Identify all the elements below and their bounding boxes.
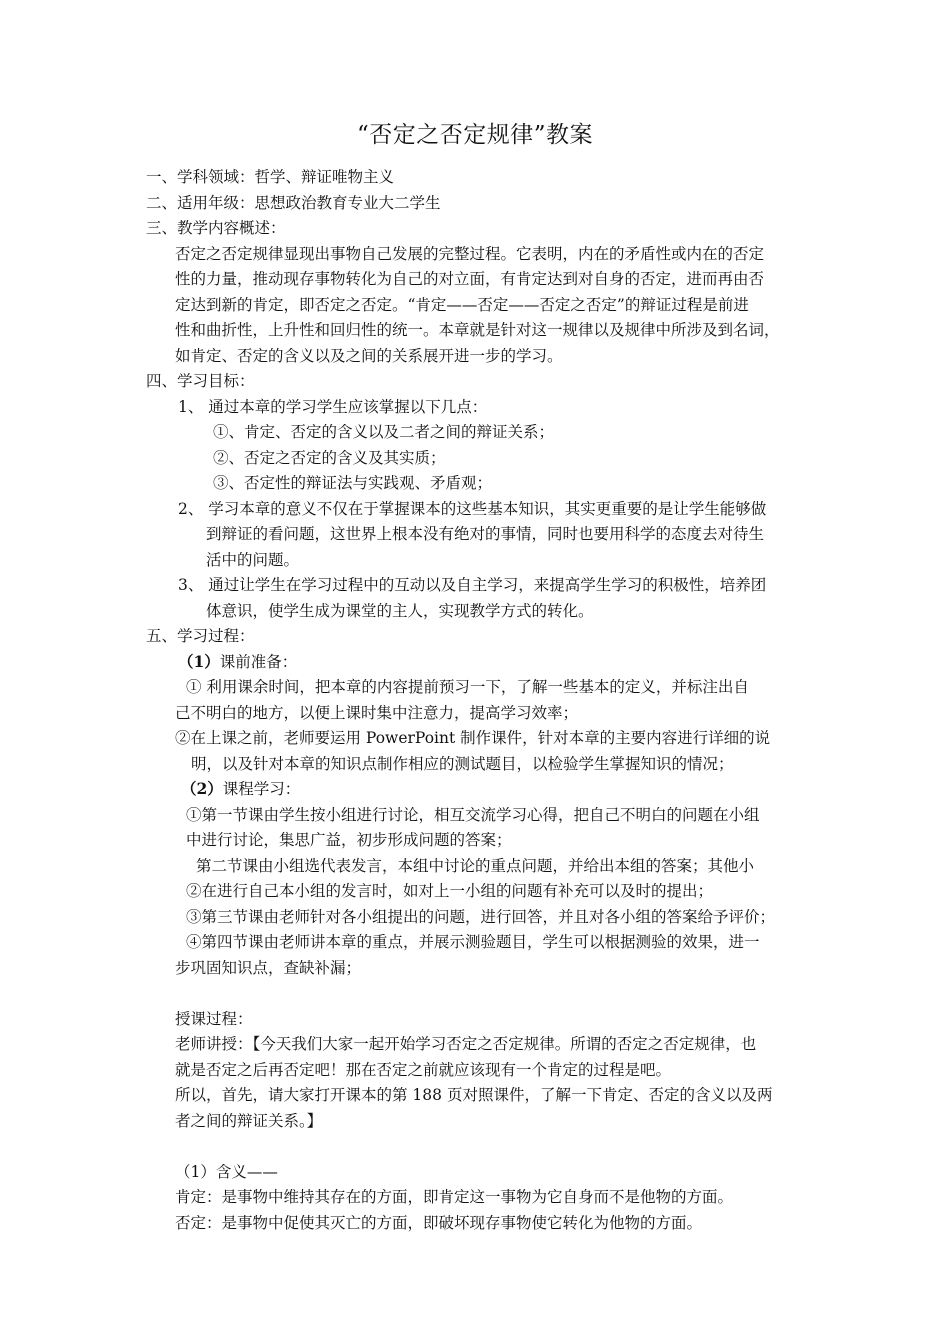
course-item-line: 第二节课由小组选代表发言，本组中讨论的重点问题，并给出本组的答案；其他小 — [196, 857, 755, 875]
goal-1-item: ③、否定性的辩证法与实践观、矛盾观； — [213, 474, 493, 492]
section-process-heading: 五、学习过程： — [146, 627, 255, 645]
overview-line: 如肯定、否定的含义以及之间的关系展开进一步的学习。 — [175, 347, 563, 365]
document-title: “否定之否定规律”教案 — [356, 122, 594, 148]
prep-number: （1） — [178, 652, 220, 671]
goal-1-item: ①、肯定、否定的含义以及二者之间的辩证关系； — [213, 423, 555, 441]
goal-2-line: 2、 学习本章的意义不仅在于掌握课本的这些基本知识，其实更重要的是让学生能够做 — [178, 500, 767, 518]
goal-3-line: 3、 通过让学生在学习过程中的互动以及自主学习，来提高学生学习的积极性，培养团 — [178, 576, 767, 594]
course-item-line: 中进行讨论，集思广益，初步形成问题的答案； — [186, 831, 512, 849]
course-item-line: ③第三节课由老师针对各小组提出的问题，进行回答，并且对各小组的答案给予评价； — [186, 908, 776, 926]
goal-2-line: 活中的问题。 — [206, 551, 300, 569]
goal-1: 1、 通过本章的学习学生应该掌握以下几点： — [178, 398, 488, 416]
section-grade: 二、适用年级：思想政治教育专业大二学生 — [146, 194, 441, 212]
overview-line: 否定之否定规律显现出事物自己发展的完整过程。它表明，内在的矛盾性或内在的否定 — [175, 245, 765, 263]
teaching-line — [175, 1033, 756, 1055]
prep-item-line: 明，以及针对本章的知识点制作相应的测试题目，以检验学生掌握知识的情况； — [191, 755, 734, 773]
teaching-heading: 授课过程： — [175, 1010, 253, 1028]
section-subject-field: 一、学科领域：哲学、辩证唯物主义 — [146, 168, 395, 186]
course-item-line: 步巩固知识点，查缺补漏； — [175, 959, 362, 977]
prep-item-line: ②在上课之前，老师要运用 PowerPoint 制作课件，针对本章的主要内容进行详细的说 — [175, 729, 771, 747]
definition-heading: （1）含义—— — [175, 1163, 278, 1181]
teaching-text: 【今天我们大家一起开始学习否定之否定规律。所谓的否定之否定规律，也 — [252, 1035, 757, 1053]
prep-item-line: ① 利用课余时间，把本章的内容提前预习一下，了解一些基本的定义，并标注出自 — [186, 678, 749, 696]
goal-3-line: 体意识，使学生成为课堂的主人，实现教学方式的转化。 — [206, 602, 594, 620]
teaching-label: 老师讲授： — [175, 1035, 253, 1053]
overview-line: 性的力量，推动现存事物转化为自己的对立面，有肯定达到对自身的否定，进而再由否 — [175, 270, 765, 288]
course-number: （2） — [181, 779, 223, 798]
section-goals-heading: 四、学习目标： — [146, 372, 255, 390]
course-item-line: ②在进行自己本小组的发言时，如对上一小组的问题有补充可以及时的提出； — [186, 882, 714, 900]
overview-line: 性和曲折性，上升性和回归性的统一。本章就是针对这一规律以及规律中所涉及到名词， — [175, 321, 780, 339]
goal-1-item: ②、否定之否定的含义及其实质； — [213, 449, 446, 467]
overview-line: 定达到新的肯定，即否定之否定。“肯定——否定——否定之否定”的辩证过程是前进 — [175, 296, 749, 314]
prep-item-line: 己不明白的地方，以便上课时集中注意力，提高学习效率； — [175, 704, 579, 722]
teaching-line: 所以，首先，请大家打开课本的第 188 页对照课件，了解一下肯定、否定的含义以及两 — [175, 1086, 773, 1104]
section-overview-heading: 三、教学内容概述： — [146, 219, 286, 237]
course-label: 课程学习： — [222, 780, 301, 798]
definition-affirmation: 肯定：是事物中维持其存在的方面，即肯定这一事物为它自身而不是他物的方面。 — [175, 1188, 734, 1206]
course-item-line: ④第四节课由老师讲本章的重点，并展示测验题目，学生可以根据测验的效果，进一 — [186, 933, 760, 951]
goal-2-line: 到辩证的看问题，这世界上根本没有绝对的事情，同时也要用科学的态度去对待生 — [206, 525, 765, 543]
prep-heading — [178, 651, 297, 673]
teaching-line: 者之间的辩证关系。】 — [175, 1112, 323, 1130]
prep-label: 课前准备： — [219, 653, 298, 671]
course-heading — [181, 778, 300, 800]
definition-negation: 否定：是事物中促使其灭亡的方面，即破坏现存事物使它转化为他物的方面。 — [175, 1214, 703, 1232]
course-item-line: ①第一节课由学生按小组进行讨论，相互交流学习心得，把自己不明白的问题在小组 — [186, 806, 760, 824]
teaching-line: 就是否定之后再否定吧！那在否定之前就应该现有一个肯定的过程是吧。 — [175, 1061, 672, 1079]
